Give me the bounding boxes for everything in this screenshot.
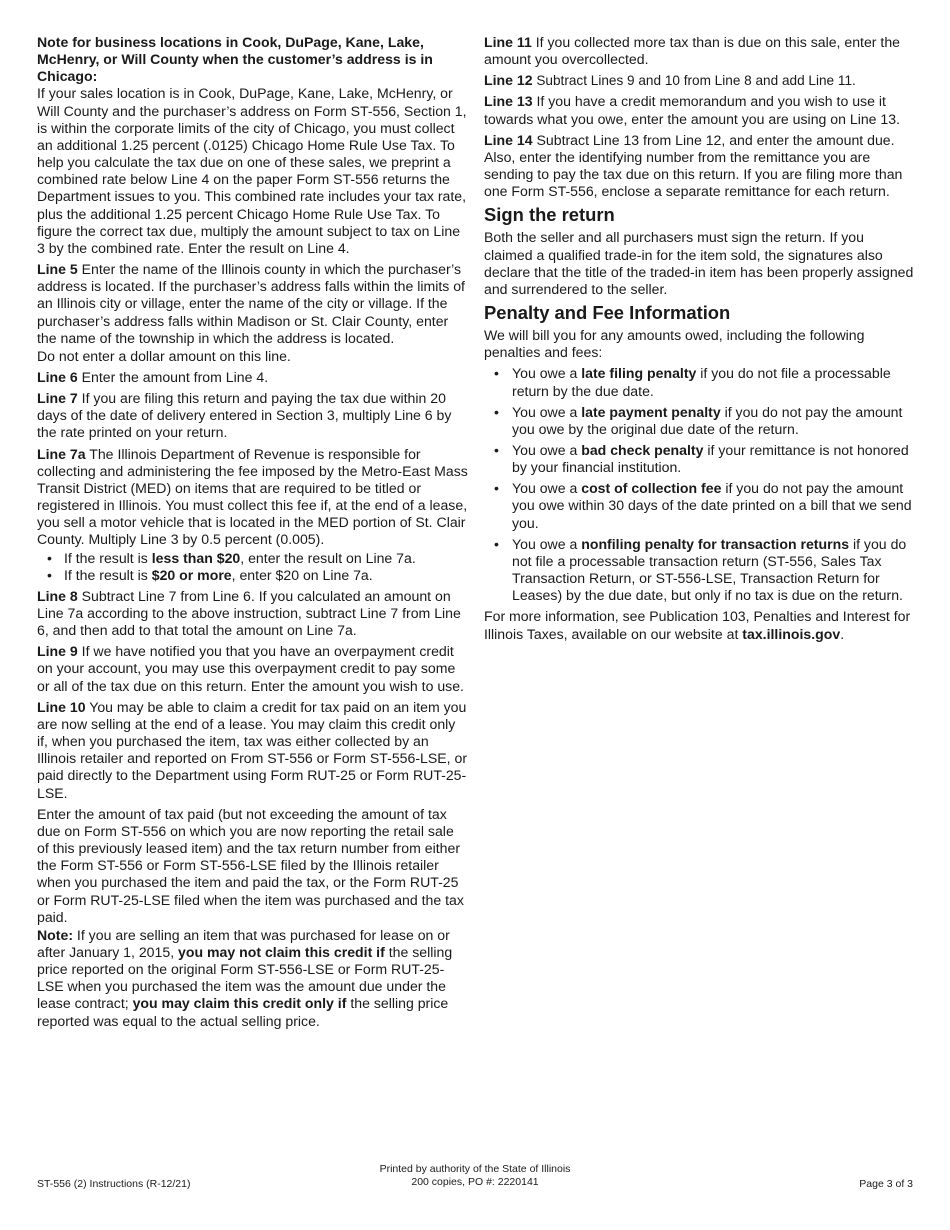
line13-label: Line 13 <box>484 93 533 110</box>
list-item: • You owe a nonfiling penalty for transaction returns if you do not file a processable transaction return (ST-556, Sales Tax Transaction Return, or ST-556-LSE, Transaction Return for Leases) by the due date, but only if no tax is due on the return. <box>484 536 916 605</box>
page-number: Page 3 of 3 <box>859 1178 913 1190</box>
left-column <box>37 34 469 1034</box>
line9-label: Line 9 <box>37 643 78 660</box>
line8-instruction: Line 8 Subtract Line 7 from Line 6. If you calculated an amount on Line 7a according to the above instruction, subtract Line 7 from Line 6, and then add to that total the amount on Line 7a. <box>37 587 461 639</box>
list-item: • You owe a cost of collection fee if you do not pay the amount you owe within 30 days of the date printed on a bill that we send you. <box>484 480 916 531</box>
line6-label: Line 6 <box>37 368 78 385</box>
website-link[interactable]: tax.illinois.gov <box>742 625 841 642</box>
form-id: ST-556 (2) Instructions (R-12/21) <box>37 1178 191 1190</box>
print-authority: Printed by authority of the State of Illinois 200 copies, PO #: 2220141 <box>379 1163 571 1188</box>
line5-note: Do not enter a dollar amount on this line. <box>37 347 291 364</box>
penalty-heading: Penalty and Fee Information <box>484 302 731 324</box>
line11-label: Line 11 <box>484 34 532 50</box>
line7-instruction: Line 7 If you are filing this return and paying the tax due within 20 days of the date of delivery entered in Section 3, multiply Line 6 by the rate printed on your return. <box>37 390 452 441</box>
line6-instruction: Line 6 Enter the amount from Line 4. <box>37 368 269 385</box>
line10-enter-amount: Enter the amount of tax paid (but not exceeding the amount of tax due on Form ST-556 on which you are now reporting the retail sale of this previously leased item) and the tax return number from either the Form ST-556 or Form ST-556-LSE filed by the Illinois retailer when you purchased the item and paid the tax, or the Form RUT-25 or Form RUT-25-LSE filed when the item was purchased and the tax paid. <box>37 805 464 925</box>
sign-text: Both the seller and all purchasers must sign the return. If you claimed a qualified trade-in for the item sold, the signatures also declare that the title of the traded-in item has been properly assigned and surrendered to the seller. <box>484 229 914 297</box>
line10-lease-note: Note: If you are selling an item that was purchased for lease on or after January 1, 2015, you may not claim this credit if the selling price reported on the original Form ST-556-LSE or Form RUT-25-LSE when you purchased the item was the amount due under the lease contract; you may claim this credit only if the selling price reported was equal to the actual selling price. <box>37 926 453 1029</box>
penalty-list <box>484 365 916 604</box>
line10-label: Line 10 <box>37 698 86 715</box>
line12-instruction: Line 12 Subtract Lines 9 and 10 from Line 8 and add Line 11. <box>484 72 856 89</box>
sign-heading: Sign the return <box>484 204 615 226</box>
right-column <box>484 34 916 647</box>
list-item: • You owe a late filing penalty if you do not file a processable return by the due date. <box>484 365 916 399</box>
line7a-label: Line 7a <box>37 445 86 462</box>
chicago-note-title: Note for business locations in Cook, DuPage, Kane, Lake, McHenry, or Will County when the customer’s address is in Chicago: <box>37 34 433 85</box>
line9-instruction: Line 9 If we have notified you that you have an overpayment credit on your account, you may use this overpayment credit to pay some or all of the tax due on this return. Enter the amount you wish to use. <box>37 643 464 694</box>
line11-instruction: Line 11 If you collected more tax than is due on this sale, enter the amount you overcollected. <box>484 34 901 68</box>
line7a-instruction: Line 7a The Illinois Department of Revenue is responsible for collecting and administering the fee imposed by the Metro-East Mass Transit District (MED) on items that are required to be titled or registered in Illinois. You must collect this fee if, at the end of a lease, you sell a motor vehicle that is located in the MED portion of St. Clair County. Multiply Line 3 by 0.5 percent (0.005). <box>37 445 468 548</box>
list-item: • If the result is less than $20, enter the result on Line 7a. <box>37 550 469 567</box>
line14-instruction: Line 14 Subtract Line 13 from Line 12, and enter the amount due. Also, enter the identifying number from the remittance you are sending to pay the tax due on this return. If you are filing more than one Form ST-556, enclose a separate remittance for each return. <box>484 131 903 200</box>
list-item: • You owe a bad check penalty if your remittance is not honored by your financial institution. <box>484 442 916 476</box>
list-item: • If the result is $20 or more, enter $20 on Line 7a. <box>37 567 469 584</box>
line12-label: Line 12 <box>484 72 533 89</box>
line14-label: Line 14 <box>484 131 533 148</box>
line7-label: Line 7 <box>37 390 78 407</box>
line7a-bullets <box>37 550 469 584</box>
line5-instruction: Line 5 Enter the name of the Illinois county in which the purchaser’s address is located. If the purchaser’s address falls within the limits of an Illinois city or village, enter the name of the city or village. If the purchaser’s address falls within Madison or St. Clair County, enter the name of the township in which the address is located. <box>37 261 465 346</box>
line10-instruction: Line 10 You may be able to claim a credit for tax paid on an item you are now selling at the end of a lease. You may claim this credit only if, when you purchased the item, tax was either collected by an Illinois retailer and reported on From ST-556 or Form ST-556-LSE, or paid directly to the Department using Form RUT-25 or Form RUT-25-LSE. <box>37 698 468 801</box>
line8-label: Line 8 <box>37 587 78 604</box>
line5-label: Line 5 <box>37 261 78 278</box>
chicago-note-body: If your sales location is in Cook, DuPage, Kane, Lake, McHenry, or Will County and the purchaser’s address on Form ST-556, Section 1, is within the corporate limits of the city of Chicago, you must collect an additional 1.25 percent (.0125) Chicago Home Rule Use Tax. To help you calculate the tax due on one of these sales, we preprint a combined rate below Line 4 on the paper Form ST-556 returns the Department issues to you. This combined rate includes your tax rate, plus the additional 1.25 percent Chicago Home Rule Use Tax. To figure the correct tax due, multiply the amount subject to tax on Line 3 by the combined rate. Enter the result on Line 4. <box>37 85 467 256</box>
more-info: For more information, see Publication 103, Penalties and Interest for Illinois Taxes, available on our website at tax.illinois.gov. <box>484 608 911 642</box>
penalty-intro: We will bill you for any amounts owed, including the following penalties and fees: <box>484 327 865 361</box>
line13-instruction: Line 13 If you have a credit memorandum and you wish to use it towards what you owe, enter the amount you are using on Line 13. <box>484 93 901 127</box>
list-item: • You owe a late payment penalty if you do not pay the amount you owe by the original due date of the return. <box>484 404 916 438</box>
